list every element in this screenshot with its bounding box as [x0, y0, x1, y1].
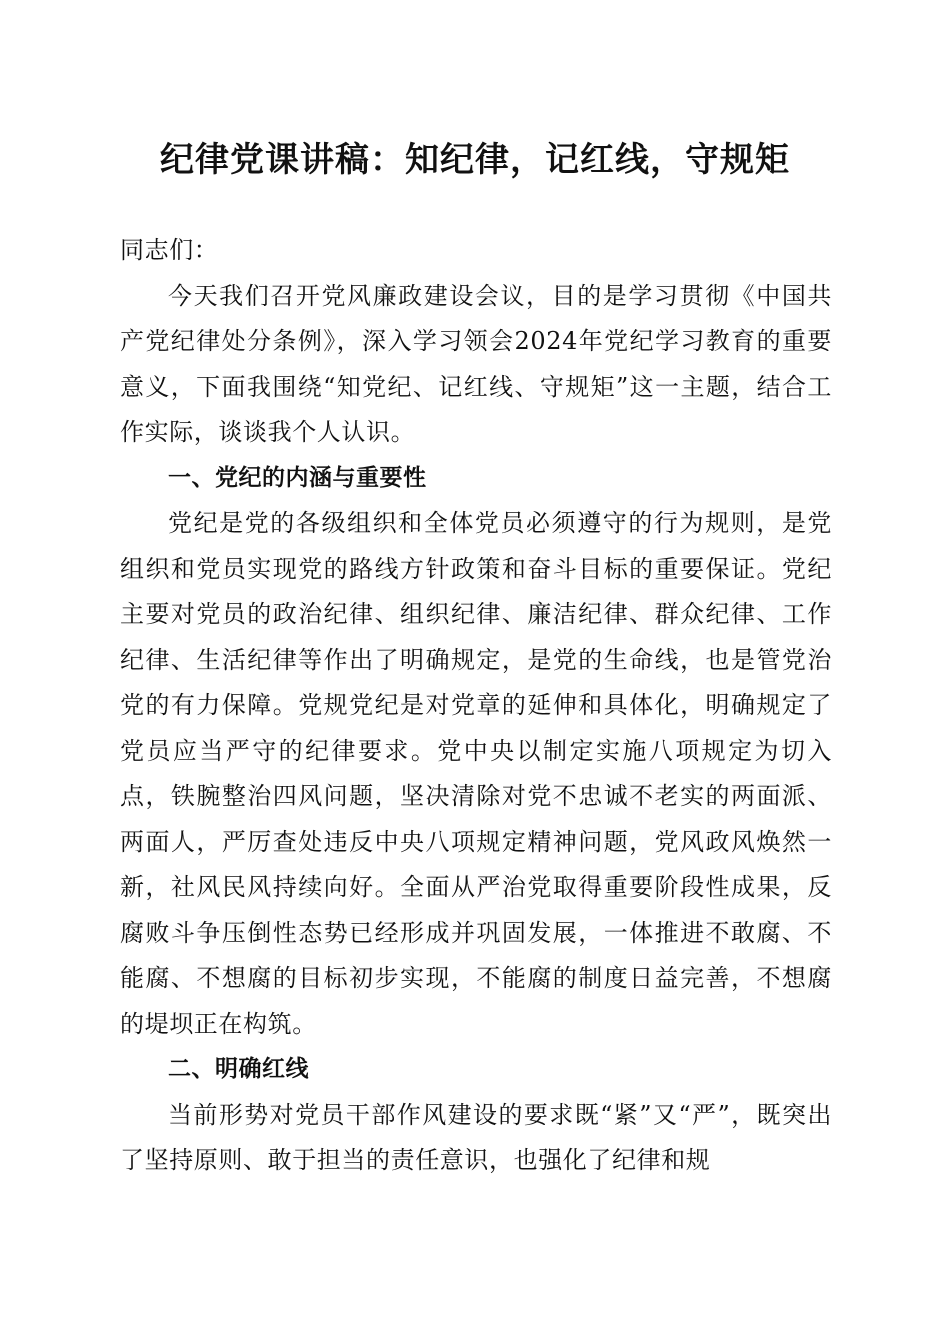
section-paragraph-2: 当前形势对党员干部作风建设的要求既“紧”又“严”，既突出了坚持原则、敢于担当的责任意识，也强化了纪律和规 — [120, 1100, 832, 1174]
section-heading-1: 一、党纪的内涵与重要性 — [168, 464, 427, 491]
section-paragraph-1: 党纪是党的各级组织和全体党员必须遵守的行为规则，是党组织和党员实现党的路线方针政策和奋斗目标的重要保证。党纪主要对党员的政治纪律、组织纪律、廉洁纪律、群众纪律、工作纪律、生活纪律等作出了明确规定，是党的生命线，也是管党治党的有力保障。党规党纪是对党章的延伸和具体化，明确规定了党员应当严守的纪律要求。党中央以制定实施八项规定为切入点，铁腕整治四风问题，坚决清除对党不忠诚不老实的两面派、两面人，严厉查处违反中央八项规定精神问题，党风政风焕然一新，社风民风持续向好。全面从严治党取得重要阶段性成果，反腐败斗争压倒性态势已经形成并巩固发展，一体推进不敢腐、不能腐、不想腐的目标初步实现，不能腐的制度日益完善，不想腐的堤坝正在构筑。 — [120, 509, 832, 1038]
section-heading-2: 二、明确红线 — [168, 1056, 309, 1082]
salutation: 同志们： — [120, 236, 219, 264]
intro-paragraph: 今天我们召开党风廉政建设会议，目的是学习贯彻《中国共产党纪律处分条例》，深入学习领会2024年党纪学习教育的重要意义，下面我围绕“知党纪、记红线、守规矩”这一主题，结合工作实际，谈谈我个人认识。 — [120, 281, 832, 446]
document-title: 纪律党课讲稿：知纪律，记红线，守规矩 — [160, 140, 790, 180]
document-body — [120, 228, 832, 1184]
